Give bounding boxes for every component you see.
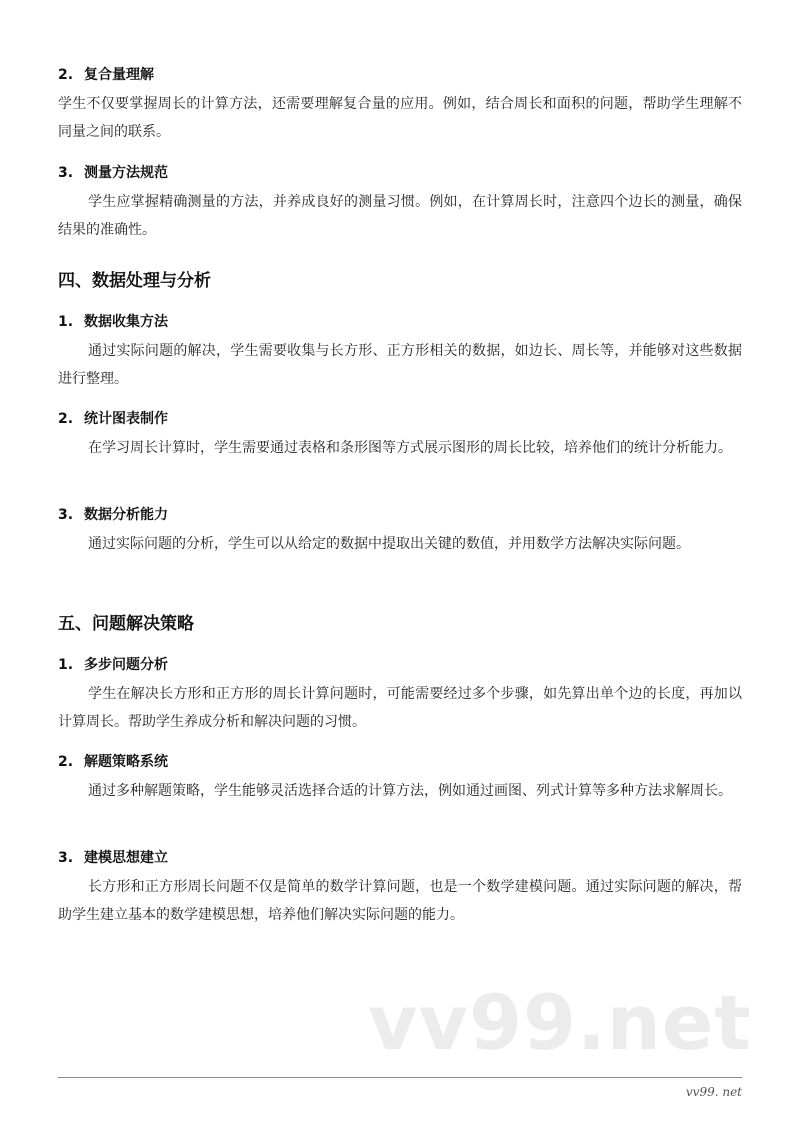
subsection-number: 1. <box>58 657 74 673</box>
subsection-number: 3. <box>58 850 74 866</box>
paragraph: 学生在解决长方形和正方形的周长计算问题时，可能需要经过多个步骤，如先算出单个边的长度，再加以计算周长。帮助学生养成分析和解决问题的习惯。 <box>58 686 742 730</box>
paragraph: 学生不仅要掌握周长的计算方法，还需要理解复合量的应用。例如，结合周长和面积的问题，帮助学生理解不同量之间的联系。 <box>58 96 742 140</box>
subsection-heading <box>58 64 154 84</box>
subsection-heading <box>58 311 168 331</box>
subsection-heading <box>58 847 168 867</box>
paragraph: 通过多种解题策略，学生能够灵活选择合适的计算方法，例如通过画图、列式计算等多种方法求解周长。 <box>88 783 732 799</box>
subsection-heading <box>58 162 168 182</box>
paragraph: 学生应掌握精确测量的方法，并养成良好的测量习惯。例如，在计算周长时，注意四个边长的测量，确保结果的准确性。 <box>58 194 742 238</box>
section-heading: 五、问题解决策略 <box>58 614 194 634</box>
subsection-number: 2. <box>58 754 74 770</box>
paragraph: 通过实际问题的分析，学生可以从给定的数据中提取出关键的数值，并用数学方法解决实际问题。 <box>88 536 690 552</box>
watermark-text: vv99.net <box>368 978 752 1067</box>
subsection-number: 1. <box>58 314 74 330</box>
section-heading: 四、数据处理与分析 <box>58 271 211 291</box>
subsection-title: 复合量理解 <box>84 67 154 83</box>
paragraph: 长方形和正方形周长问题不仅是简单的数学计算问题，也是一个数学建模问题。通过实际问题的解决，帮助学生建立基本的数学建模思想，培养他们解决实际问题的能力。 <box>58 879 742 923</box>
subsection-title: 多步问题分析 <box>84 657 168 673</box>
subsection-number: 2. <box>58 411 74 427</box>
paragraph: 通过实际问题的解决，学生需要收集与长方形、正方形相关的数据，如边长、周长等，并能够对这些数据进行整理。 <box>58 343 742 387</box>
subsection-number: 3. <box>58 165 74 181</box>
footer-site-label: vv99. net <box>685 1085 742 1099</box>
document-page <box>58 0 742 1130</box>
subsection-heading <box>58 654 168 674</box>
subsection-title: 数据分析能力 <box>84 507 168 523</box>
subsection-number: 2. <box>58 67 74 83</box>
footer-divider <box>58 1077 742 1078</box>
subsection-title: 建模思想建立 <box>84 850 168 866</box>
subsection-number: 3. <box>58 507 74 523</box>
subsection-heading <box>58 408 168 428</box>
subsection-heading <box>58 751 168 771</box>
subsection-title: 测量方法规范 <box>84 165 168 181</box>
paragraph: 在学习周长计算时，学生需要通过表格和条形图等方式展示图形的周长比较，培养他们的统计分析能力。 <box>88 440 732 456</box>
subsection-title: 统计图表制作 <box>84 411 168 427</box>
subsection-title: 解题策略系统 <box>84 754 168 770</box>
subsection-heading <box>58 504 168 524</box>
subsection-title: 数据收集方法 <box>84 314 168 330</box>
